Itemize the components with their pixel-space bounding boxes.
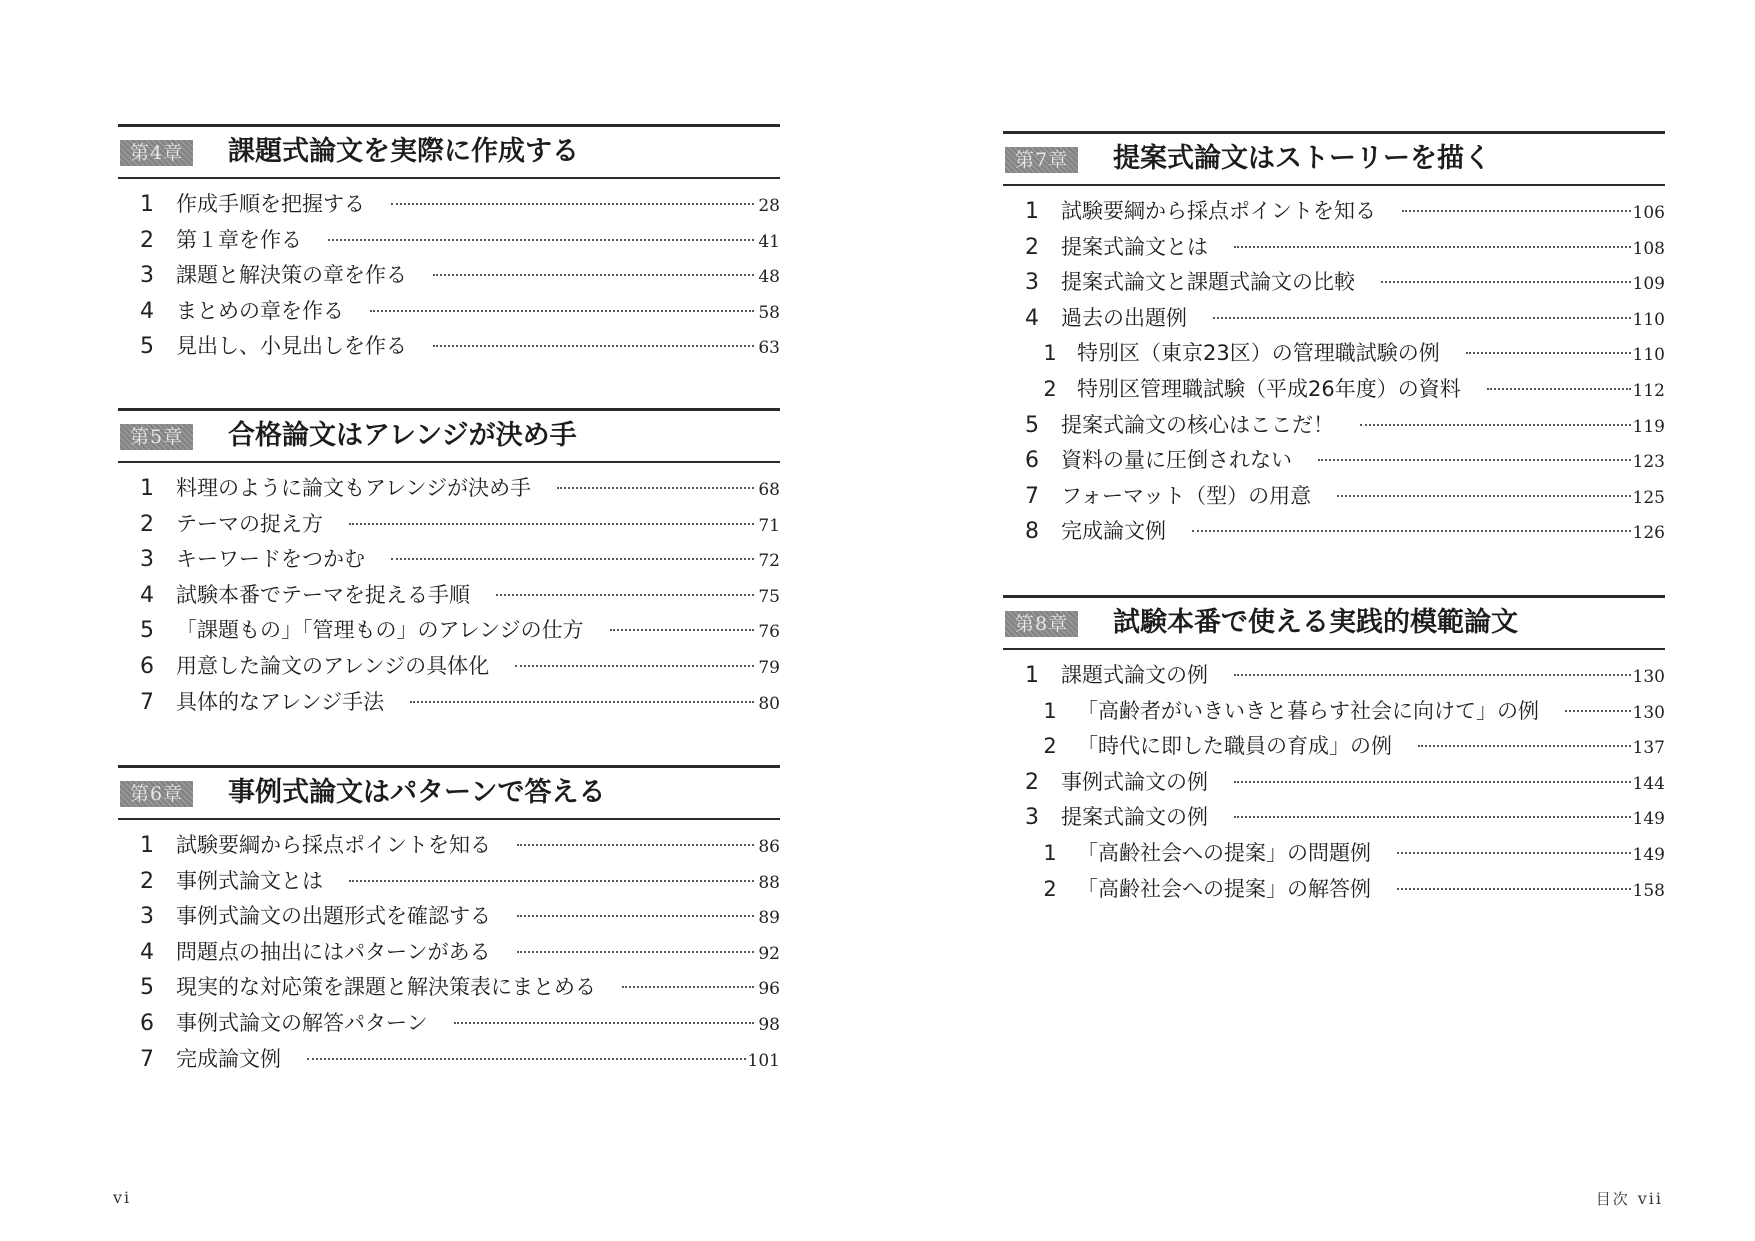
entry-page-number: 106: [1632, 203, 1665, 223]
chapter-badge: 第4章: [120, 140, 193, 166]
leader-dots: [1360, 424, 1631, 426]
entry-title: 事例式論文の例: [1061, 769, 1208, 794]
entry-title: 具体的なアレンジ手法: [176, 689, 385, 714]
toc-entry[interactable]: [1003, 301, 1665, 337]
entry-page-number: 130: [1632, 702, 1665, 723]
entry-page-number: 68: [758, 480, 780, 500]
toc-entry[interactable]: [118, 542, 780, 578]
page-folio: vi: [113, 1188, 132, 1207]
entry-page-number: 109: [1632, 274, 1665, 295]
entry-page-number: 48: [758, 267, 780, 288]
chapter-title: 課題式論文を実際に作成する: [228, 136, 579, 167]
leader-dots: [410, 701, 754, 703]
toc-entry[interactable]: [118, 864, 780, 900]
entry-title: 「高齢社会への提案」の解答例: [1077, 876, 1371, 901]
entry-title: 特別区管理職試験（平成26年度）の資料: [1077, 376, 1461, 401]
toc-entry[interactable]: [118, 935, 780, 971]
leader-dots: [1234, 781, 1631, 783]
entry-number: 6: [140, 653, 154, 679]
entry-page-number: 149: [1632, 844, 1665, 865]
leader-dots: [1466, 352, 1631, 354]
leader-dots: [1213, 317, 1631, 319]
entry-number: 3: [140, 904, 154, 930]
leader-dots: [349, 880, 754, 882]
entry-number: 1: [140, 833, 154, 858]
toc-entry[interactable]: [1003, 230, 1665, 266]
toc-entry[interactable]: [118, 649, 780, 685]
entry-page-number: 101: [747, 1050, 780, 1071]
chapter-header: [118, 124, 780, 179]
entry-number: 2: [1025, 234, 1039, 260]
entry-number: 4: [140, 298, 154, 324]
leader-dots: [307, 1058, 746, 1060]
page-folio: [1596, 1188, 1663, 1209]
toc-subentry[interactable]: [1003, 872, 1665, 908]
entry-title: キーワードをつかむ: [176, 547, 365, 572]
entry-list: [118, 463, 780, 720]
entry-number: 7: [1025, 483, 1039, 509]
leader-dots: [1381, 281, 1631, 283]
toc-entry[interactable]: [1003, 194, 1665, 230]
entry-number: 5: [1025, 412, 1039, 438]
entry-page-number: 28: [758, 196, 780, 216]
toc-entry[interactable]: [118, 507, 780, 543]
toc-entry[interactable]: [1003, 800, 1665, 836]
entry-number: 2: [1043, 876, 1057, 901]
entry-number: 4: [140, 939, 154, 965]
entry-page-number: 110: [1632, 345, 1665, 366]
leader-dots: [1234, 246, 1631, 248]
chapter-header: [118, 408, 780, 463]
toc-entry[interactable]: [1003, 408, 1665, 444]
entry-number: 2: [140, 227, 154, 253]
entry-number: 1: [140, 192, 154, 217]
entry-page-number: 126: [1632, 523, 1665, 544]
toc-entry[interactable]: [118, 899, 780, 935]
leader-dots: [1487, 388, 1631, 390]
entry-title: 過去の出題例: [1061, 305, 1187, 330]
leader-dots: [517, 844, 754, 846]
entry-title: 「高齢社会への提案」の問題例: [1077, 840, 1371, 865]
chapter-title: 合格論文はアレンジが決め手: [228, 420, 577, 451]
entry-title: 試験要綱から採点ポイントを知る: [176, 833, 491, 857]
leader-dots: [328, 239, 754, 241]
leader-dots: [433, 274, 754, 276]
entry-number: 4: [140, 582, 154, 608]
leader-dots: [1397, 888, 1631, 890]
chapter-title: 提案式論文はストーリーを描く: [1113, 143, 1491, 174]
entry-page-number: 88: [758, 872, 780, 893]
entry-title: 課題と解決策の章を作る: [176, 263, 407, 288]
entry-list: [1003, 186, 1665, 550]
entry-page-number: 92: [758, 943, 780, 964]
entry-number: 1: [1043, 341, 1057, 366]
entry-page-number: 119: [1632, 416, 1665, 437]
toc-entry[interactable]: [118, 578, 780, 614]
toc-entry[interactable]: [118, 258, 780, 294]
entry-title: テーマの捉え方: [176, 511, 323, 536]
entry-list: [118, 179, 780, 365]
entry-number: 7: [140, 689, 154, 715]
entry-page-number: 96: [758, 979, 780, 1000]
entry-page-number: 75: [758, 586, 780, 607]
chapter-5: [118, 408, 780, 720]
entry-title: 見出し、小見出しを作る: [176, 334, 407, 359]
entry-page-number: 72: [758, 551, 780, 572]
entry-page-number: 86: [758, 837, 780, 857]
entry-number: 6: [1025, 448, 1039, 474]
entry-number: 8: [1025, 519, 1039, 545]
entry-page-number: 158: [1632, 880, 1665, 901]
left-page: [0, 0, 877, 1241]
entry-number: 2: [140, 511, 154, 537]
entry-title: 第１章を作る: [176, 227, 302, 252]
leader-dots: [1418, 745, 1631, 747]
toc-entry[interactable]: [118, 613, 780, 649]
entry-title: 事例式論文の解答パターン: [176, 1010, 428, 1035]
entry-number: 5: [140, 618, 154, 644]
entry-list: [1003, 650, 1665, 907]
chapter-8: [1003, 595, 1665, 907]
entry-title: 用意した論文のアレンジの具体化: [176, 653, 490, 678]
chapter-6: [118, 765, 780, 1077]
entry-page-number: 79: [758, 657, 780, 678]
toc-entry[interactable]: [118, 828, 780, 864]
entry-number: 1: [1043, 840, 1057, 865]
leader-dots: [622, 986, 754, 988]
toc-entry[interactable]: [1003, 265, 1665, 301]
chapter-7: [1003, 131, 1665, 550]
leader-dots: [370, 310, 754, 312]
chapter-header: [1003, 595, 1665, 650]
entry-number: 2: [1043, 734, 1057, 759]
toc-entry[interactable]: [1003, 514, 1665, 550]
leader-dots: [517, 915, 754, 917]
entry-title: 試験要綱から採点ポイントを知る: [1061, 199, 1376, 223]
entry-title: フォーマット（型）の用意: [1061, 483, 1312, 508]
leader-dots: [1234, 674, 1631, 676]
toc-subentry[interactable]: [1003, 836, 1665, 872]
entry-number: 2: [1025, 769, 1039, 795]
entry-number: 3: [140, 263, 154, 289]
entry-page-number: 71: [758, 515, 780, 536]
entry-title: 「高齢者がいきいきと暮らす社会に向けて」の例: [1077, 698, 1539, 723]
entry-number: 1: [1043, 698, 1057, 723]
entry-number: 1: [1025, 663, 1039, 688]
leader-dots: [610, 629, 754, 631]
toc-subentry[interactable]: [1003, 336, 1665, 372]
entry-page-number: 137: [1632, 738, 1665, 759]
toc-entry[interactable]: [118, 1006, 780, 1042]
entry-title: 「課題もの」「管理もの」のアレンジの仕方: [176, 618, 584, 643]
chapter-title: 事例式論文はパターンで答える: [228, 777, 606, 808]
entry-number: 1: [1025, 199, 1039, 224]
entry-title: 料理のように論文もアレンジが決め手: [176, 476, 532, 500]
entry-title: 事例式論文とは: [176, 868, 323, 893]
toc-entry[interactable]: [118, 685, 780, 721]
toc-entry[interactable]: [118, 471, 780, 507]
chapter-badge: 第5章: [120, 424, 193, 450]
entry-number: 7: [140, 1046, 154, 1072]
toc-entry[interactable]: [118, 294, 780, 330]
chapter-4: [118, 124, 780, 365]
entry-title: まとめの章を作る: [176, 298, 344, 323]
entry-number: 4: [1025, 305, 1039, 331]
entry-page-number: 63: [758, 338, 780, 359]
entry-number: 3: [1025, 270, 1039, 296]
toc-entry[interactable]: [1003, 443, 1665, 479]
entry-title: 完成論文例: [176, 1046, 281, 1071]
entry-page-number: 58: [758, 302, 780, 323]
chapter-badge: 第7章: [1005, 147, 1078, 173]
entry-title: 提案式論文とは: [1061, 234, 1208, 259]
entry-title: 資料の量に圧倒されない: [1061, 448, 1292, 473]
toc-entry[interactable]: [118, 187, 780, 223]
leader-dots: [1397, 852, 1631, 854]
entry-title: 「時代に即した職員の育成」の例: [1077, 734, 1392, 759]
leader-dots: [349, 523, 754, 525]
entry-page-number: 144: [1632, 773, 1665, 794]
folio-label: 目次: [1595, 1190, 1630, 1208]
leader-dots: [433, 345, 754, 347]
leader-dots: [1337, 495, 1630, 497]
chapter-badge: 第8章: [1005, 611, 1078, 637]
entry-page-number: 80: [758, 693, 780, 714]
toc-entry[interactable]: [1003, 765, 1665, 801]
entry-title: 提案式論文の例: [1061, 805, 1208, 830]
entry-title: 提案式論文の核心はここだ！: [1061, 412, 1334, 437]
toc-subentry[interactable]: [1003, 694, 1665, 730]
entry-number: 5: [140, 975, 154, 1001]
entry-page-number: 123: [1632, 452, 1665, 473]
leader-dots: [391, 203, 754, 205]
leader-dots: [517, 951, 754, 953]
entry-list: [118, 820, 780, 1077]
leader-dots: [496, 594, 754, 596]
entry-title: 事例式論文の出題形式を確認する: [176, 904, 491, 929]
toc-entry[interactable]: [118, 1042, 780, 1078]
entry-page-number: 98: [758, 1014, 780, 1035]
toc-entry[interactable]: [118, 970, 780, 1006]
leader-dots: [1192, 530, 1631, 532]
entry-title: 特別区（東京23区）の管理職試験の例: [1077, 341, 1440, 366]
entry-title: 完成論文例: [1061, 519, 1166, 544]
leader-dots: [454, 1022, 754, 1024]
entry-page-number: 112: [1632, 380, 1665, 401]
leader-dots: [1318, 459, 1631, 461]
entry-number: 3: [140, 547, 154, 573]
folio-number: vii: [1637, 1189, 1663, 1208]
entry-page-number: 76: [758, 622, 780, 643]
entry-title: 問題点の抽出にはパターンがある: [176, 939, 491, 964]
entry-title: 課題式論文の例: [1061, 663, 1208, 687]
entry-number: 2: [1043, 376, 1057, 401]
entry-title: 試験本番でテーマを捉える手順: [176, 582, 470, 607]
right-page: [877, 0, 1755, 1241]
chapter-title: 試験本番で使える実践的模範論文: [1113, 607, 1518, 638]
toc-subentry[interactable]: [1003, 729, 1665, 765]
toc-subentry[interactable]: [1003, 372, 1665, 408]
entry-page-number: 89: [758, 908, 780, 929]
chapter-header: [118, 765, 780, 820]
leader-dots: [1234, 816, 1631, 818]
toc-entry[interactable]: [1003, 479, 1665, 515]
toc-entry[interactable]: [118, 223, 780, 259]
entry-page-number: 110: [1632, 309, 1665, 330]
leader-dots: [391, 558, 754, 560]
leader-dots: [557, 487, 754, 489]
chapter-header: [1003, 131, 1665, 186]
entry-title: 現実的な対応策を課題と解決策表にまとめる: [176, 975, 596, 1000]
entry-page-number: 130: [1632, 667, 1665, 687]
toc-entry[interactable]: [118, 329, 780, 365]
entry-number: 5: [140, 334, 154, 360]
entry-page-number: 108: [1632, 238, 1665, 259]
chapter-badge: 第6章: [120, 781, 193, 807]
entry-number: 1: [140, 476, 154, 501]
toc-entry[interactable]: [1003, 658, 1665, 694]
leader-dots: [1402, 210, 1631, 212]
entry-number: 2: [140, 868, 154, 894]
entry-page-number: 41: [758, 231, 780, 252]
leader-dots: [1565, 710, 1631, 712]
entry-number: 3: [1025, 805, 1039, 831]
entry-title: 提案式論文と課題式論文の比較: [1061, 270, 1355, 295]
entry-title: 作成手順を把握する: [176, 192, 365, 216]
entry-page-number: 149: [1632, 809, 1665, 830]
entry-number: 6: [140, 1010, 154, 1036]
leader-dots: [515, 665, 754, 667]
entry-page-number: 125: [1632, 487, 1665, 508]
